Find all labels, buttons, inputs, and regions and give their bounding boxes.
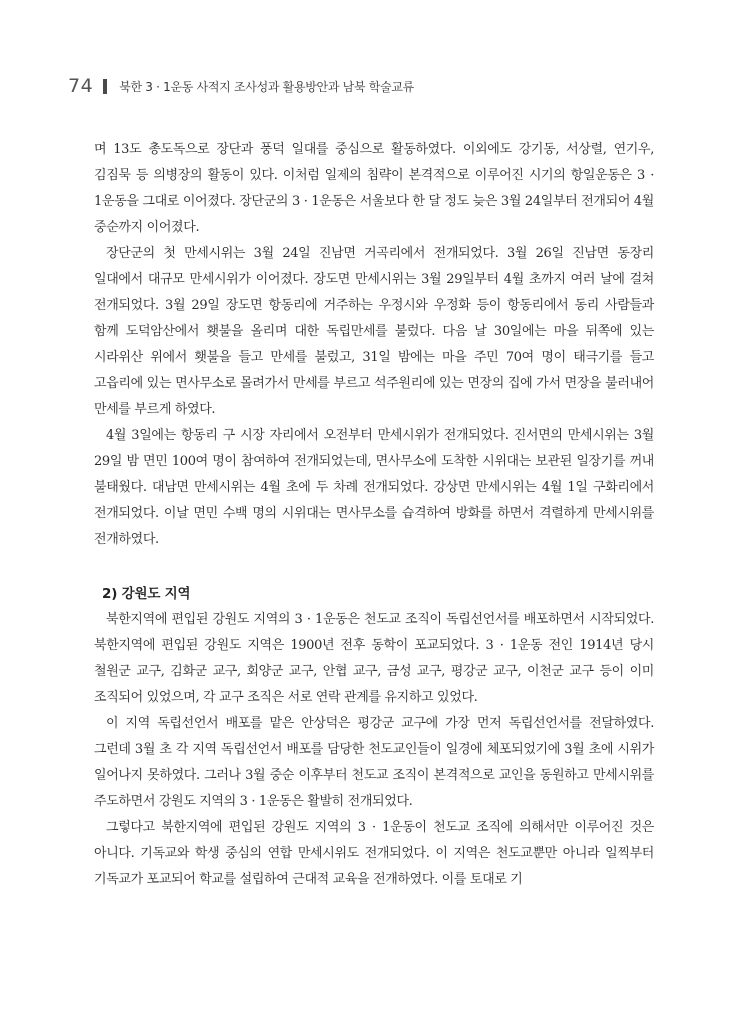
paragraph-gangwon-christian: 그렇다고 북한지역에 편입된 강원도 지역의 3 · 1운동이 천도교 조직에 의해서만 이루어진 것은 아니다. 기독교와 학생 중심의 연합 만세시위도 전개되었다. 이 지역은 천도교뿐만 아니라 일찍부터 기독교가 포교되어 학교를 설립하여 근대적 교육을 전개하였다. 이를 토대로 기	[94, 820, 654, 887]
body-text	[94, 137, 654, 893]
page-number: 74	[68, 75, 94, 97]
section-heading-gangwon: 2) 강원도 지역	[102, 586, 191, 602]
running-title: 북한 3 · 1운동 사적지 조사성과 활용방안과 남북 학술교류	[119, 79, 414, 94]
paragraph-continued: 며 13도 총도독으로 장단과 풍덕 일대를 중심으로 활동하였다. 이외에도 강기동, 서상렬, 연기우, 김짐묵 등 의병장의 활동이 있다. 이처럼 일제의 침략이 본격적으로 이루어진 시기의 항일운동은 3 · 1운동을 그대로 이어졌다. 장단군의 3 · 1운동은 서울보다 한 달 정도 늦은 3월 24일부터 전개되어 4월 중순까지 이어졌다.	[94, 142, 654, 235]
paragraph-jangdan-first-protest: 장단군의 첫 만세시위는 3월 24일 진남면 거곡리에서 전개되었다. 3월 26일 진남면 동장리 일대에서 대규모 만세시위가 이어졌다. 장도면 만세시위는 3월 29일부터 4월 초까지 여러 날에 걸쳐 전개되었다. 3월 29일 장도면 항동리에 거주하는 우정시와 우정화 등이 항동리에서 동리 사람들과 함께 도덕암산에서 횃불을 올리며 대한 독립만세를 불렀다. 다음 날 30일에는 마을 뒤쪽에 있는 시라위산 위에서 횃불을 들고 만세를 불렀고, 31일 밤에는 마을 주민 70여 명이 태극기를 들고 고읍리에 있는 면사무소로 몰려가서 만세를 부르고 석주원리에 있는 면장의 집에 가서 면장을 불러내어 만세를 부르게 하였다.	[94, 246, 654, 417]
header-divider-bar	[103, 79, 107, 94]
page-header	[68, 74, 414, 98]
paragraph-gangwon-start: 북한지역에 편입된 강원도 지역의 3 · 1운동은 천도교 조직이 독립선언서를 배포하면서 시작되었다. 북한지역에 편입된 강원도 지역은 1900년 전후 동학이 포교되었다. 3 · 1운동 전인 1914년 당시 철원군 교구, 김화군 교구, 회양군 교구, 안협 교구, 금성 교구, 평강군 교구, 이천군 교구 등이 이미 조직되어 있었으며, 각 교구 조직은 서로 연락 관계를 유지하고 있었다.	[94, 612, 654, 705]
paragraph-jangdan-april: 4월 3일에는 항동리 구 시장 자리에서 오전부터 만세시위가 전개되었다. 진서면의 만세시위는 3월 29일 밤 면민 100여 명이 참여하여 전개되었는데, 면사무소에 도착한 시위대는 보관된 일장기를 꺼내 불태웠다. 대남면 만세시위는 4월 초에 두 차례 전개되었다. 강상면 만세시위는 4월 1일 구화리에서 전개되었다. 이날 면민 수백 명의 시위대는 면사무소를 습격하여 방화를 하면서 격렬하게 만세시위를 전개하였다.	[94, 428, 654, 547]
paragraph-gangwon-distribution: 이 지역 독립선언서 배포를 맡은 안상덕은 평강군 교구에 가장 먼저 독립선언서를 전달하였다. 그런데 3월 초 각 지역 독립선언서 배포를 담당한 천도교인들이 일경에 체포되었기에 3월 초에 시위가 일어나지 못하였다. 그러나 3월 중순 이후부터 천도교 조직이 본격적으로 교인을 동원하고 만세시위를 주도하면서 강원도 지역의 3 · 1운동은 활발히 전개되었다.	[94, 716, 654, 809]
